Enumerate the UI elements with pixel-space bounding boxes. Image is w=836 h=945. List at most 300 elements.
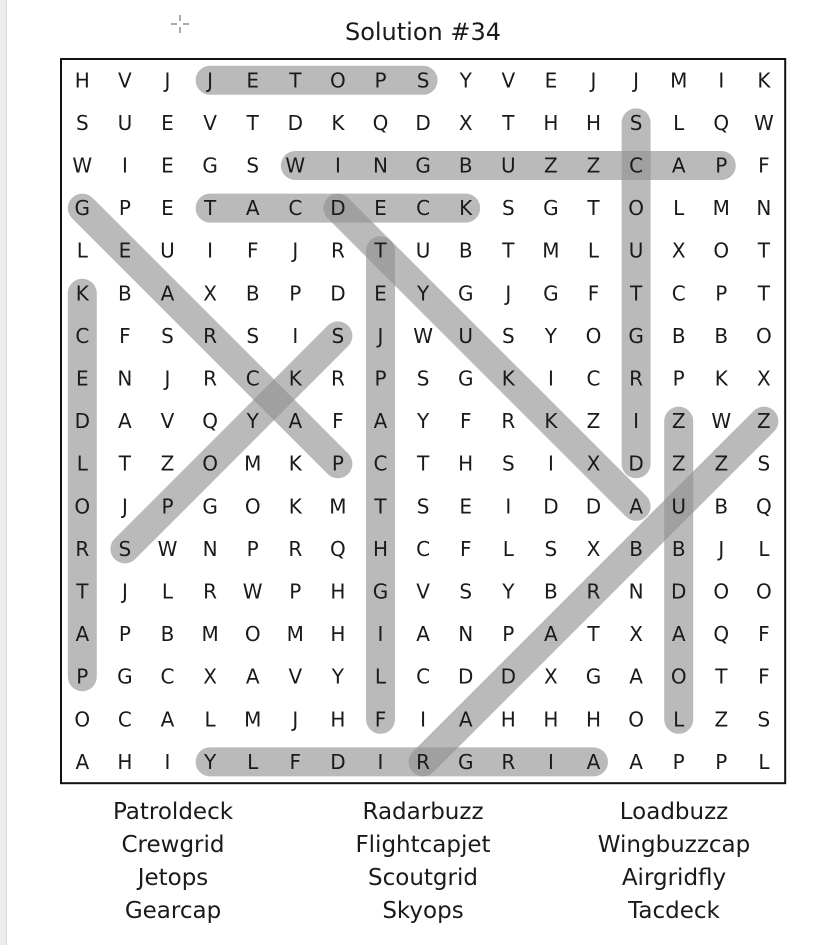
- grid-cell-letter: A: [373, 409, 388, 434]
- grid-cell-letter: A: [288, 409, 303, 434]
- grid-cell-letter: T: [757, 281, 771, 306]
- grid-cell-letter: R: [75, 536, 90, 561]
- grid-cell-letter: W: [157, 536, 178, 561]
- grid-cell-letter: Y: [459, 68, 472, 93]
- grid-cell-letter: J: [121, 494, 128, 519]
- grid-cell-letter: O: [330, 68, 346, 93]
- grid-cell-letter: J: [377, 323, 384, 348]
- word-item: Patroldeck: [112, 799, 234, 825]
- grid-cell-letter: V: [416, 579, 430, 604]
- grid-cell-letter: T: [289, 68, 302, 93]
- grid-cell-letter: O: [202, 451, 218, 476]
- grid-cell-letter: Y: [416, 281, 430, 306]
- grid-cell-letter: K: [331, 110, 345, 135]
- grid-cell-letter: L: [161, 579, 174, 604]
- grid-cell-letter: I: [420, 707, 427, 732]
- grid-cell-letter: O: [585, 323, 602, 348]
- grid-cell-letter: G: [628, 323, 644, 348]
- grid-cell-letter: X: [458, 110, 473, 135]
- grid-cell-letter: M: [670, 68, 688, 93]
- word-item: Flightcapjet: [355, 832, 491, 858]
- grid-cell-letter: K: [714, 366, 728, 391]
- grid-cell-letter: A: [416, 622, 430, 647]
- grid-cell-letter: K: [757, 68, 771, 93]
- grid-cell-letter: I: [207, 238, 214, 263]
- grid-cell-letter: L: [204, 707, 216, 732]
- grid-cell-letter: K: [288, 366, 302, 391]
- grid-cell-letter: C: [245, 366, 260, 391]
- grid-cell-letter: Y: [203, 749, 217, 774]
- grid-cell-letter: T: [587, 196, 600, 221]
- grid-cell-letter: Z: [586, 153, 601, 178]
- grid-cell-letter: W: [285, 153, 306, 178]
- grid-cell-letter: E: [246, 68, 260, 93]
- grid-cell-letter: M: [286, 622, 304, 647]
- grid-cell-letter: D: [585, 494, 602, 519]
- grid-cell-letter: C: [416, 196, 431, 221]
- grid-cell-letter: D: [457, 664, 474, 689]
- grid-cell-letter: O: [244, 494, 261, 519]
- grid-cell-letter: B: [671, 536, 686, 561]
- grid-cell-letter: T: [629, 281, 643, 306]
- grid-cell-letter: L: [76, 238, 88, 263]
- grid-cell-letter: A: [160, 281, 175, 306]
- grid-cell-letter: I: [718, 68, 725, 93]
- grid-cell-letter: S: [544, 536, 558, 561]
- word-list-column-2: [313, 796, 533, 928]
- grid-cell-letter: X: [203, 664, 217, 689]
- grid-cell-letter: R: [330, 238, 345, 263]
- grid-cell-letter: B: [160, 622, 175, 647]
- grid-cell-letter: Z: [671, 451, 686, 476]
- grid-cell-letter: A: [671, 153, 686, 178]
- grid-cell-letter: T: [757, 238, 771, 263]
- grid-cell-letter: P: [672, 749, 685, 774]
- grid-cell-letter: C: [629, 153, 644, 178]
- grid-cell-letter: A: [118, 409, 132, 434]
- grid-cell-letter: U: [160, 238, 175, 263]
- grid-cell-letter: K: [459, 196, 473, 221]
- grid-cell-letter: P: [374, 68, 387, 93]
- grid-cell-letter: P: [118, 196, 131, 221]
- grid-cell-letter: X: [544, 664, 558, 689]
- grid-cell-letter: R: [203, 366, 218, 391]
- grid-cell-letter: G: [457, 281, 474, 306]
- grid-cell-letter: H: [74, 68, 90, 93]
- grid-cell-letter: K: [544, 409, 558, 434]
- grid-cell-letter: I: [633, 409, 640, 434]
- grid-cell-letter: V: [501, 68, 516, 93]
- word-item: Skyops: [382, 898, 464, 924]
- grid-cell-letter: E: [544, 68, 558, 93]
- grid-cell-letter: B: [118, 281, 132, 306]
- grid-cell-letter: J: [292, 238, 299, 263]
- grid-cell-letter: P: [502, 622, 515, 647]
- grid-cell-letter: O: [628, 196, 644, 221]
- word-item: Tacdeck: [628, 898, 720, 924]
- grid-cell-letter: Z: [586, 409, 601, 434]
- grid-cell-letter: I: [334, 153, 341, 178]
- puzzle-title: Solution #34: [344, 18, 502, 46]
- grid-cell-letter: T: [118, 451, 132, 476]
- grid-cell-letter: W: [72, 153, 93, 178]
- grid-cell-letter: F: [289, 749, 302, 774]
- word-item: Airgridfly: [621, 865, 727, 891]
- grid-cell-letter: O: [628, 707, 644, 732]
- grid-cell-letter: O: [244, 622, 261, 647]
- grid-cell-letter: M: [201, 622, 219, 647]
- grid-cell-letter: G: [457, 366, 474, 391]
- grid-cell-letter: X: [586, 536, 601, 561]
- grid-cell-letter: R: [416, 749, 431, 774]
- grid-cell-letter: G: [415, 153, 431, 178]
- grid-cell-letter: X: [203, 281, 217, 306]
- grid-cell-letter: H: [117, 749, 133, 774]
- grid-cell-letter: C: [75, 323, 90, 348]
- grid-cell-letter: L: [247, 749, 259, 774]
- grid-cell-letter: P: [331, 451, 344, 476]
- grid-cell-letter: O: [756, 579, 772, 604]
- grid-cell-letter: Z: [160, 451, 175, 476]
- grid-cell-letter: F: [758, 622, 770, 647]
- grid-cell-letter: Q: [372, 110, 389, 135]
- grid-cell-letter: S: [416, 494, 430, 519]
- grid-cell-letter: A: [629, 494, 643, 519]
- grid-cell-letter: Z: [714, 451, 729, 476]
- grid-cell-letter: J: [590, 68, 597, 93]
- grid-cell-letter: H: [500, 707, 516, 732]
- grid-cell-letter: Z: [714, 707, 729, 732]
- grid-cell-letter: S: [416, 68, 430, 93]
- grid-cell-letter: R: [203, 323, 218, 348]
- grid-cell-letter: J: [505, 281, 512, 306]
- grid-cell-letter: R: [330, 366, 345, 391]
- grid-cell-letter: T: [587, 622, 600, 647]
- grid-cell-letter: T: [246, 110, 259, 135]
- grid-cell-letter: U: [500, 153, 516, 178]
- grid-cell-letter: V: [118, 68, 132, 93]
- grid-cell-letter: F: [246, 238, 259, 263]
- grid-cell-letter: U: [458, 323, 474, 348]
- grid-cell-letter: M: [244, 451, 262, 476]
- grid-cell-letter: F: [374, 707, 387, 732]
- grid-cell-letter: A: [629, 749, 643, 774]
- grid-cell-letter: R: [629, 366, 644, 391]
- grid-cell-letter: C: [671, 281, 686, 306]
- grid-cell-letter: Y: [416, 409, 430, 434]
- grid-cell-letter: Z: [671, 409, 686, 434]
- grid-cell-letter: Q: [756, 494, 772, 519]
- grid-cell-letter: C: [160, 664, 175, 689]
- grid-cell-letter: Q: [713, 110, 730, 135]
- grid-cell-letter: O: [74, 494, 91, 519]
- grid-cell-letter: G: [117, 664, 133, 689]
- grid-cell-letter: P: [76, 664, 89, 689]
- grid-cell-letter: T: [203, 196, 217, 221]
- grid-cell-letter: P: [672, 366, 685, 391]
- grid-cell-letter: H: [458, 451, 474, 476]
- grid-cell-letter: Y: [246, 409, 259, 434]
- grid-cell-letter: S: [757, 707, 771, 732]
- grid-cell-letter: Q: [202, 409, 218, 434]
- grid-cell-letter: L: [673, 707, 685, 732]
- grid-cell-letter: Q: [330, 536, 346, 561]
- grid-cell-letter: F: [587, 281, 600, 306]
- grid-cell-letter: P: [118, 622, 131, 647]
- grid-cell-letter: T: [416, 451, 430, 476]
- grid-cell-letter: U: [117, 110, 133, 135]
- grid-cell-letter: L: [374, 664, 387, 689]
- grid-cell-letter: W: [413, 323, 433, 348]
- word-item: Crewgrid: [121, 832, 225, 858]
- grid-cell-letter: D: [330, 196, 346, 221]
- grid-cell-letter: X: [629, 622, 643, 647]
- grid-cell-letter: Y: [331, 664, 345, 689]
- grid-cell-letter: G: [457, 749, 474, 774]
- grid-cell-letter: Q: [713, 622, 730, 647]
- grid-cell-letter: F: [459, 536, 472, 561]
- grid-cell-letter: J: [718, 536, 725, 561]
- grid-cell-letter: E: [161, 110, 174, 135]
- grid-cell-letter: I: [505, 494, 512, 519]
- grid-cell-letter: W: [242, 579, 263, 604]
- grid-cell-letter: H: [330, 707, 346, 732]
- grid-cell-letter: B: [714, 323, 729, 348]
- grid-cell-letter: D: [330, 749, 346, 774]
- word-item: Jetops: [137, 865, 209, 891]
- grid-cell-letter: E: [374, 281, 387, 306]
- grid-cell-letter: S: [501, 196, 515, 221]
- grid-cell-letter: O: [713, 579, 730, 604]
- grid-cell-letter: V: [288, 664, 303, 689]
- grid-cell-letter: A: [75, 622, 90, 647]
- grid-cell-letter: P: [715, 281, 728, 306]
- grid-cell-letter: T: [76, 579, 89, 604]
- grid-cell-letter: S: [629, 110, 643, 135]
- grid-cell-letter: H: [585, 110, 602, 135]
- grid-cell-letter: M: [712, 196, 730, 221]
- grid-cell-letter: J: [207, 68, 214, 93]
- grid-cell-letter: S: [416, 366, 430, 391]
- grid-cell-letter: K: [288, 494, 302, 519]
- grid-cell-letter: A: [245, 196, 260, 221]
- grid-cell-letter: D: [670, 579, 687, 604]
- grid-cell-letter: R: [586, 579, 601, 604]
- grid-cell-letter: O: [670, 664, 687, 689]
- grid-cell-letter: S: [246, 323, 260, 348]
- grid-cell-letter: Z: [757, 409, 771, 434]
- grid-cell-letter: G: [74, 196, 91, 221]
- grid-cell-letter: P: [715, 153, 728, 178]
- grid-cell-letter: A: [245, 664, 260, 689]
- grid-cell-letter: I: [164, 749, 171, 774]
- grid-cell-letter: Z: [544, 153, 558, 178]
- grid-cell-letter: T: [502, 238, 515, 263]
- grid-cell-letter: E: [118, 238, 132, 263]
- grid-cell-letter: L: [587, 238, 600, 263]
- grid-cell-letter: G: [543, 196, 559, 221]
- grid-cell-letter: I: [121, 153, 128, 178]
- grid-cell-letter: M: [329, 494, 347, 519]
- grid-cell-letter: N: [117, 366, 133, 391]
- grid-cell-letter: D: [415, 110, 431, 135]
- grid-cell-letter: T: [374, 238, 387, 263]
- grid-cell-letter: D: [543, 494, 559, 519]
- grid-cell-letter: N: [202, 536, 218, 561]
- grid-cell-letter: F: [758, 664, 770, 689]
- grid-cell-letter: A: [75, 749, 90, 774]
- grid-cell-letter: E: [75, 366, 89, 391]
- grid-cell-letter: F: [459, 409, 472, 434]
- grid-cell-letter: D: [330, 281, 346, 306]
- grid-cell-letter: J: [292, 707, 299, 732]
- grid-cell-letter: C: [586, 366, 601, 391]
- grid-cell-letter: H: [543, 707, 559, 732]
- grid-cell-letter: O: [74, 707, 91, 732]
- grid-cell-letter: W: [754, 110, 774, 135]
- word-item: Radarbuzz: [362, 799, 484, 825]
- grid-cell-letter: V: [160, 409, 175, 434]
- grid-cell-letter: E: [459, 494, 473, 519]
- grid-cell-letter: S: [501, 451, 515, 476]
- grid-cell-letter: J: [633, 68, 640, 93]
- grid-cell-letter: X: [671, 238, 686, 263]
- grid-cell-letter: F: [332, 409, 344, 434]
- grid-cell-letter: R: [203, 579, 218, 604]
- grid-cell-letter: H: [543, 110, 559, 135]
- grid-cell-letter: A: [586, 749, 601, 774]
- grid-cell-letter: P: [374, 366, 387, 391]
- grid-cell-letter: I: [292, 323, 299, 348]
- grid-cell-letter: F: [758, 153, 770, 178]
- grid-cell-letter: E: [374, 196, 387, 221]
- grid-cell-letter: L: [76, 451, 88, 476]
- grid-cell-letter: C: [416, 536, 431, 561]
- grid-cell-letter: A: [629, 664, 643, 689]
- grid-cell-letter: O: [756, 323, 772, 348]
- grid-cell-letter: Y: [502, 579, 515, 604]
- grid-cell-letter: P: [161, 494, 174, 519]
- grid-cell-letter: X: [757, 366, 771, 391]
- grid-cell-letter: H: [372, 536, 389, 561]
- grid-cell-letter: L: [673, 196, 685, 221]
- grid-cell-letter: C: [373, 451, 388, 476]
- grid-cell-letter: L: [758, 749, 770, 774]
- grid-cell-letter: T: [374, 494, 387, 519]
- grid-cell-letter: S: [118, 536, 132, 561]
- grid-cell-letter: G: [585, 664, 602, 689]
- grid-cell-letter: S: [459, 579, 473, 604]
- grid-cell-letter: S: [161, 323, 174, 348]
- word-item: Gearcap: [124, 898, 222, 924]
- grid-cell-letter: B: [458, 153, 473, 178]
- grid-cell-letter: S: [331, 323, 345, 348]
- grid-cell-letter: L: [673, 110, 685, 135]
- grid-cell-letter: B: [671, 323, 686, 348]
- grid-cell-letter: I: [547, 366, 554, 391]
- grid-cell-letter: J: [164, 68, 171, 93]
- grid-cell-letter: A: [160, 707, 175, 732]
- grid-cell-letter: K: [288, 451, 302, 476]
- word-list-column-3: [564, 796, 784, 928]
- word-list-column-1: [63, 796, 283, 928]
- grid-cell-letter: N: [373, 153, 388, 178]
- grid-cell-letter: O: [713, 238, 730, 263]
- grid-cell-letter: R: [288, 536, 303, 561]
- grid-cell-letter: P: [289, 281, 302, 306]
- grid-cell-letter: B: [458, 238, 473, 263]
- grid-cell-letter: T: [715, 664, 728, 689]
- grid-cell-letter: B: [544, 579, 558, 604]
- grid-cell-letter: B: [714, 494, 729, 519]
- grid-cell-letter: P: [246, 536, 259, 561]
- grid-cell-letter: G: [202, 153, 218, 178]
- word-item: Scoutgrid: [368, 865, 478, 891]
- grid-cell-letter: D: [287, 110, 304, 135]
- word-item: Wingbuzzcap: [597, 832, 751, 858]
- grid-cell-letter: F: [119, 323, 131, 348]
- grid-cell-letter: G: [202, 494, 218, 519]
- grid-cell-letter: N: [628, 579, 644, 604]
- grid-cell-letter: H: [330, 579, 346, 604]
- grid-cell-letter: A: [544, 622, 558, 647]
- grid-cell-letter: G: [543, 281, 559, 306]
- grid-cell-letter: D: [74, 409, 91, 434]
- grid-cell-letter: P: [289, 579, 302, 604]
- grid-cell-letter: K: [501, 366, 515, 391]
- grid-cell-letter: V: [203, 110, 217, 135]
- grid-cell-letter: S: [757, 451, 771, 476]
- grid-cell-letter: R: [501, 409, 516, 434]
- grid-cell-letter: I: [547, 749, 554, 774]
- grid-cell-letter: N: [458, 622, 474, 647]
- grid-cell-letter: R: [501, 749, 516, 774]
- grid-cell-letter: C: [288, 196, 303, 221]
- grid-cell-letter: B: [629, 536, 643, 561]
- grid-cell-letter: G: [372, 579, 389, 604]
- grid-cell-letter: I: [377, 622, 384, 647]
- grid-cell-letter: U: [671, 494, 687, 519]
- grid-cell-letter: L: [502, 536, 514, 561]
- grid-cell-letter: S: [75, 110, 89, 135]
- grid-cell-letter: I: [547, 451, 554, 476]
- grid-cell-letter: H: [585, 707, 602, 732]
- grid-cell-letter: U: [415, 238, 431, 263]
- grid-cell-letter: A: [458, 707, 473, 732]
- grid-cell-letter: J: [121, 579, 128, 604]
- grid-cell-letter: H: [330, 622, 346, 647]
- grid-cell-letter: Y: [544, 323, 558, 348]
- grid-cell-letter: B: [245, 281, 260, 306]
- grid-cell-letter: M: [244, 707, 262, 732]
- grid-cell-letter: X: [586, 451, 601, 476]
- grid-cell-letter: A: [671, 622, 686, 647]
- grid-cell-letter: D: [500, 664, 517, 689]
- grid-cell-letter: S: [246, 153, 260, 178]
- grid-cell-letter: S: [501, 323, 515, 348]
- grid-cell-letter: P: [715, 749, 728, 774]
- grid-cell-letter: L: [758, 536, 770, 561]
- grid-cell-letter: D: [628, 451, 644, 476]
- grid-cell-letter: E: [161, 196, 174, 221]
- grid-cell-letter: M: [542, 238, 560, 263]
- grid-cell-letter: I: [377, 749, 384, 774]
- grid-cell-letter: J: [164, 366, 171, 391]
- grid-cell-letter: E: [161, 153, 174, 178]
- grid-cell-letter: K: [75, 281, 89, 306]
- grid-cell-letter: C: [416, 664, 431, 689]
- grid-cell-letter: W: [711, 409, 732, 434]
